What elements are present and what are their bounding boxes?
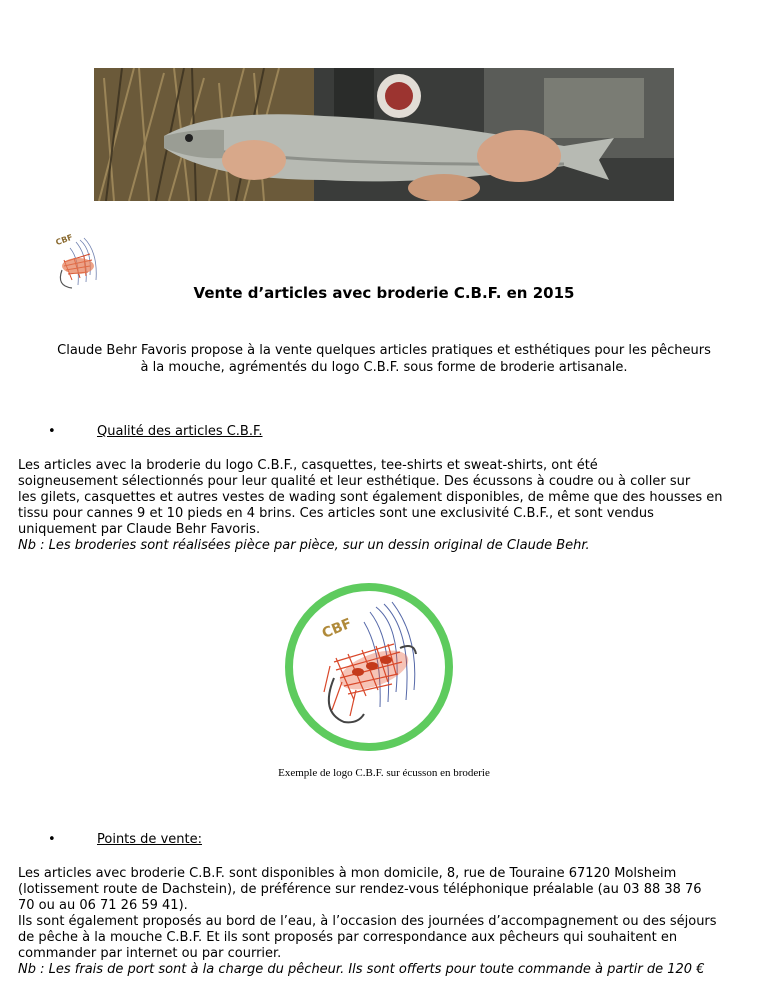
svg-text:CBF: CBF bbox=[54, 232, 74, 248]
bullet: • bbox=[48, 832, 56, 847]
section-heading-label: Points de vente: bbox=[97, 832, 202, 847]
body-line: commander par internet ou par courrier. bbox=[18, 946, 282, 961]
body-line: soigneusement sélectionnés pour leur qualité et leur esthétique. Des écussons à coudre ou à coller sur bbox=[18, 474, 691, 489]
body-line: Les articles avec broderie C.B.F. sont disponibles à mon domicile, 8, rue de Touraine 67120 Molsheim bbox=[18, 866, 677, 881]
page-title: Vente d’articles avec broderie C.B.F. en 2015 bbox=[193, 284, 575, 302]
body-line: uniquement par Claude Behr Favoris. bbox=[18, 522, 261, 537]
note-line: Nb : Les broderies sont réalisées pièce par pièce, sur un dessin original de Claude Behr. bbox=[18, 538, 590, 553]
body-line: 70 ou au 06 71 26 59 41). bbox=[18, 898, 188, 913]
body-line: de pêche à la mouche C.B.F. Et ils sont proposés par correspondance aux pêcheurs qui souhaitent en bbox=[18, 930, 678, 945]
svg-text:CBF: CBF bbox=[319, 615, 355, 642]
section-body-sales-points bbox=[18, 866, 750, 978]
body-line: Ils sont également proposés au bord de l’eau, à l’occasion des journées d’accompagnement ou des séjours bbox=[18, 914, 717, 929]
intro-line: à la mouche, agrémentés du logo C.B.F. sous forme de broderie artisanale. bbox=[140, 360, 628, 375]
body-line: tissu pour cannes 9 et 10 pieds en 4 brins. Ces articles sont une exclusivité C.B.F., et sont vendus bbox=[18, 506, 654, 521]
body-line: (lotissement route de Dachstein), de préférence sur rendez-vous téléphonique préalable (au 03 88 38 76 bbox=[18, 882, 702, 897]
intro-line: Claude Behr Favoris propose à la vente quelques articles pratiques et esthétiques pour les pêcheurs bbox=[57, 343, 711, 358]
intro-paragraph bbox=[40, 342, 728, 376]
badge-caption: Exemple de logo C.B.F. sur écusson en broderie bbox=[278, 767, 490, 779]
note-line: Nb : Les frais de port sont à la charge du pêcheur. Ils sont offerts pour toute commande à partir de 120 € bbox=[18, 962, 705, 977]
bullet: • bbox=[48, 424, 56, 439]
body-line: Les articles avec la broderie du logo C.B.F., casquettes, tee-shirts et sweat-shirts, ont été bbox=[18, 458, 598, 473]
hero-photo bbox=[94, 68, 674, 201]
section-heading-label: Qualité des articles C.B.F. bbox=[97, 424, 263, 439]
body-line: les gilets, casquettes et autres vestes de wading sont également disponibles, de même que des housses en bbox=[18, 490, 723, 505]
section-body-quality bbox=[18, 458, 750, 554]
cbf-embroidered-badge bbox=[284, 582, 454, 752]
